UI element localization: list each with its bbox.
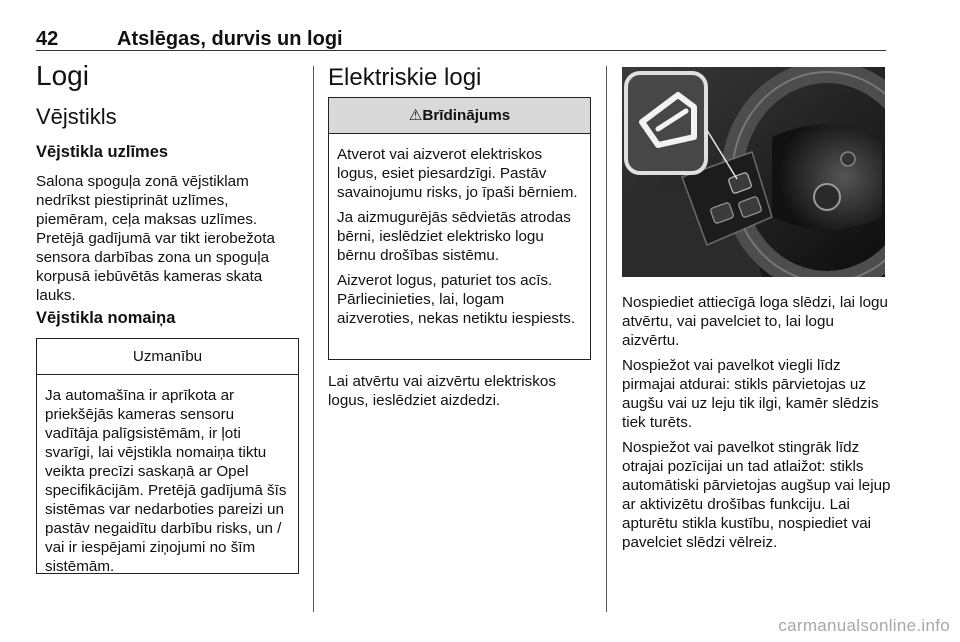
column-divider-left (313, 66, 314, 612)
watermark: carmanualsonline.info (778, 616, 950, 635)
subheading-uzlimes: Vējstikla uzlīmes (36, 143, 169, 161)
paragraph-text: Salona spoguļa zonā vējstiklam nedrīkst piestiprināt uzlīmes, piemēram, ceļa maksas uzlīmes. Pretējā gadījumā var tikt ierobežota sensora darbības zona un spoguļa korpusā iebūvētās kameras skata lauks. (36, 173, 275, 304)
notice-body (37, 375, 298, 590)
paragraph-uzlimes (36, 172, 304, 311)
warning-paragraph-1: Atverot vai aizverot elektriskos logus, esiet piesardzīgi. Pastāv savainojumu risks, jo īpaši bērniem. (337, 146, 578, 201)
warning-paragraph-3: Aizverot logus, paturiet tos acīs. Pārliecinieties, lai, logam aizveroties, nekas netiktu iespiests. (337, 272, 576, 327)
warning-header (329, 98, 590, 134)
header-rule (36, 50, 886, 51)
warning-triangle-icon: ⚠ (408, 107, 423, 124)
heading-logi: Logi (36, 60, 89, 91)
window-switch-illustration (622, 67, 885, 277)
warning-box (328, 97, 591, 360)
instruction-paragraph-1: Nospiediet attiecīgā loga slēdzi, lai logu atvērtu, vai pavelciet to, lai logu aizvērtu. (622, 294, 888, 349)
heading-elektriskie-logi: Elektriskie logi (328, 64, 482, 91)
warning-title: Brīdinājums (422, 107, 511, 124)
instruction-paragraph-2: Nospiežot vai pavelkot viegli līdz pirmajai atdurai: stikls pārvietojas uz augšu vai uz leju tik ilgi, kamēr slēdzis tiek turēts. (622, 357, 879, 431)
subheading-nomaina: Vējstikla nomaiņa (36, 309, 176, 327)
column-divider-right (606, 66, 607, 612)
right-column-text (622, 293, 892, 558)
heading-vejstikls: Vējstikls (36, 104, 117, 129)
notice-box (36, 338, 299, 574)
notice-text: Ja automašīna ir aprīkota ar priekšējās kameras sensoru vadītāja palīgsistēmām, ir ļoti svarīgi, lai vējstikla nomaiņa tiktu veikta precīzi saskaņā ar Opel specifikācijām. Pretējā gadījumā šīs sistēmas var nedarboties pareizi un pastāv negaidītu darbību risks, un / vai ir iespējami ziņojumi no šīm sistēmām. (45, 387, 287, 575)
window-switch-photo (622, 67, 885, 277)
instruction-paragraph-3: Nospiežot vai pavelkot stingrāk līdz otrajai pozīcijai un tad atlaižot: stikls automātiski pārvietojas augšup vai lejup ar aktivizētu drošības funkciju. Lai apturētu stikla kustību, nospiediet vai pavelciet slēdzi vēlreiz. (622, 439, 891, 551)
paragraph-aizdedze (328, 372, 594, 416)
section-title: Atslēgas, durvis un logi (117, 28, 343, 50)
paragraph-text: Lai atvērtu vai aizvērtu elektriskos logus, ieslēdziet aizdedzi. (328, 373, 556, 409)
page-number: 42 (36, 28, 59, 50)
warning-body (329, 134, 590, 342)
notice-title: Uzmanību (37, 339, 298, 375)
warning-paragraph-2: Ja aizmugurējās sēdvietās atrodas bērni, ieslēdziet elektrisko logu bērnu drošības sistēmu. (337, 209, 571, 264)
